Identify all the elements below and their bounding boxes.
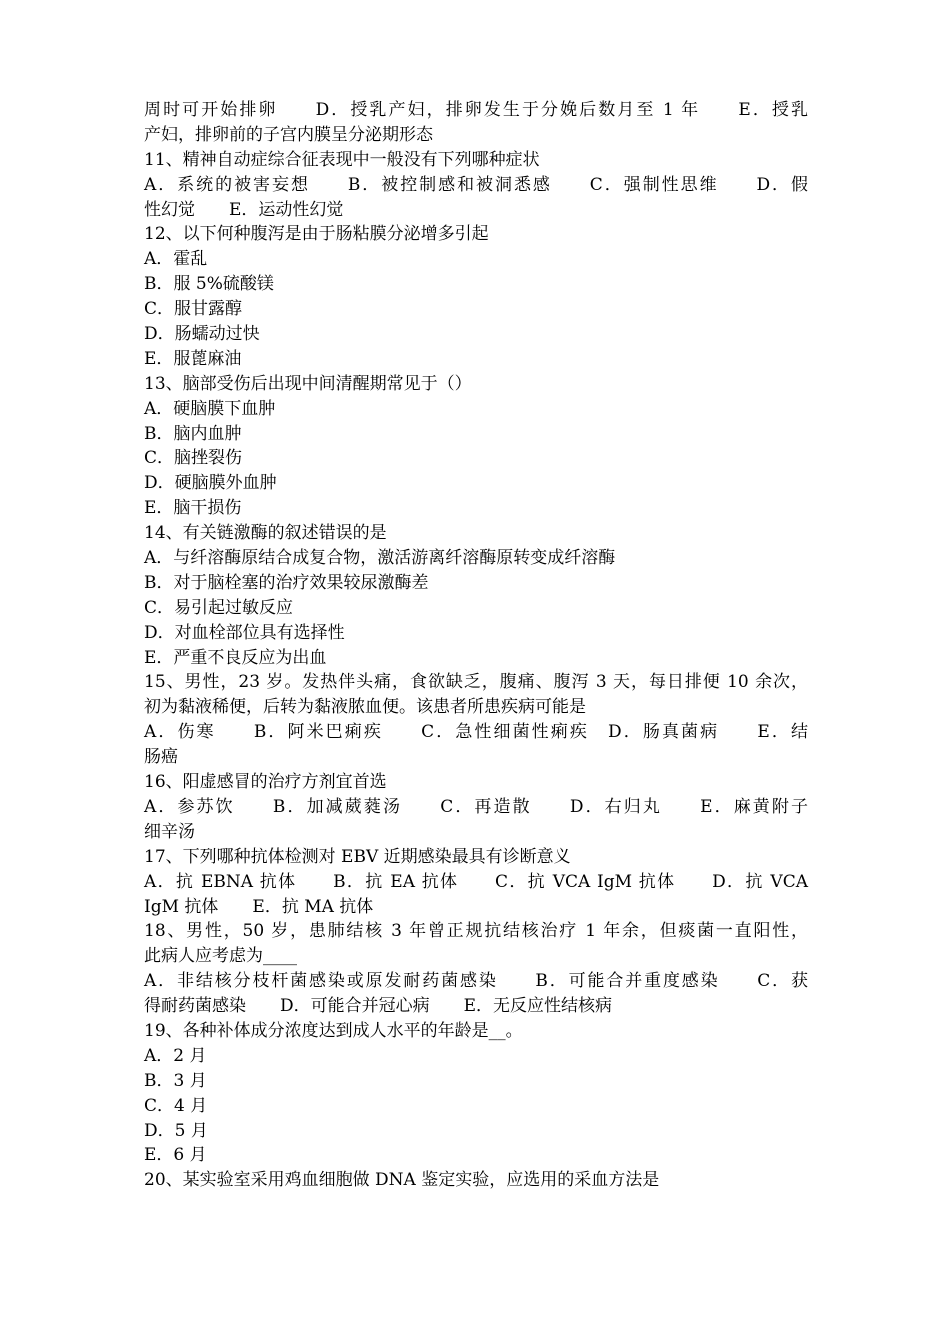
text-line: C．4 月 bbox=[144, 1095, 208, 1116]
text-line: E．服蓖麻油 bbox=[144, 348, 242, 369]
text-line: A．伤寒 B．阿米巴痢疾 C．急性细菌性痢疾 D．肠真菌病 E．结 bbox=[144, 722, 808, 743]
text-line: D．5 月 bbox=[144, 1120, 208, 1141]
text-line: D．肠蠕动过快 bbox=[144, 324, 260, 345]
text-line: 15、男性，23 岁。发热伴头痛，食欲缺乏，腹痛、腹泻 3 天，每日排便 10 余次， bbox=[144, 672, 808, 693]
text-line: 13、脑部受伤后出现中间清醒期常见于（） bbox=[144, 373, 472, 394]
text-line: B．脑内血肿 bbox=[144, 423, 242, 444]
text-line: E．脑干损伤 bbox=[144, 498, 242, 519]
text-line: C．脑挫裂伤 bbox=[144, 448, 243, 469]
text-line: 肠癌 bbox=[144, 747, 178, 768]
text-line: 17、下列哪种抗体检测对 EBV 近期感染最具有诊断意义 bbox=[144, 846, 571, 867]
text-line: A．非结核分枝杆菌感染或原发耐药菌感染 B．可能合并重度感染 C．获 bbox=[144, 971, 808, 992]
text-line: B．对于脑栓塞的治疗效果较尿激酶差 bbox=[144, 572, 429, 593]
text-line: A．与纤溶酶原结合成复合物，激活游离纤溶酶原转变成纤溶酶 bbox=[144, 548, 616, 569]
text-line: 16、阳虚感冒的治疗方剂宜首选 bbox=[144, 772, 387, 793]
document-body bbox=[144, 98, 808, 1193]
text-line: 产妇，排卵前的子宫内膜呈分泌期形态 bbox=[144, 124, 433, 145]
text-line: E．严重不良反应为出血 bbox=[144, 647, 327, 668]
text-line: C．易引起过敏反应 bbox=[144, 597, 294, 618]
text-line: B．服 5%硫酸镁 bbox=[144, 274, 274, 295]
text-line: 性幻觉 E．运动性幻觉 bbox=[144, 199, 344, 220]
text-line: B．3 月 bbox=[144, 1070, 207, 1091]
text-line: 19、各种补体成分浓度达到成人水平的年龄是__。 bbox=[144, 1020, 523, 1041]
text-line: A．系统的被害妄想 B．被控制感和被洞悉感 C．强制性思维 D．假 bbox=[144, 174, 808, 195]
text-line: A．抗 EBNA 抗体 B．抗 EA 抗体 C．抗 VCA IgM 抗体 D．抗 VCA bbox=[144, 871, 808, 892]
text-line: 细辛汤 bbox=[144, 821, 195, 842]
text-line: A．2 月 bbox=[144, 1045, 207, 1066]
text-line: D．对血栓部位具有选择性 bbox=[144, 622, 345, 643]
text-line: A．参苏饮 B．加减葳蕤汤 C．再造散 D．右归丸 E．麻黄附子 bbox=[144, 796, 808, 817]
text-line: E．6 月 bbox=[144, 1145, 207, 1166]
text-line: 得耐药菌感染 D．可能合并冠心病 E．无反应性结核病 bbox=[144, 996, 613, 1017]
text-line: A．霍乱 bbox=[144, 249, 208, 270]
text-line: 18、男性，50 岁，患肺结核 3 年曾正规抗结核治疗 1 年余，但痰菌一直阳性， bbox=[144, 921, 808, 942]
text-line: 此病人应考虑为____ bbox=[144, 946, 297, 967]
text-line: A．硬脑膜下血肿 bbox=[144, 398, 276, 419]
text-line: 11、精神自动症综合征表现中一般没有下列哪种症状 bbox=[144, 149, 540, 170]
text-line: IgM 抗体 E．抗 MA 抗体 bbox=[144, 896, 374, 917]
text-line: C．服甘露醇 bbox=[144, 299, 243, 320]
text-line: 20、某实验室采用鸡血细胞做 DNA 鉴定实验，应选用的采血方法是 bbox=[144, 1170, 660, 1191]
text-line: 12、以下何种腹泻是由于肠粘膜分泌增多引起 bbox=[144, 224, 489, 245]
text-line: D．硬脑膜外血肿 bbox=[144, 473, 277, 494]
text-line: 14、有关链激酶的叙述错误的是 bbox=[144, 523, 387, 544]
text-line: 周时可开始排卵 D．授乳产妇，排卵发生于分娩后数月至 1 年 E．授乳 bbox=[144, 100, 808, 120]
text-line: 初为黏液稀便，后转为黏液脓血便。该患者所患疾病可能是 bbox=[144, 697, 586, 718]
